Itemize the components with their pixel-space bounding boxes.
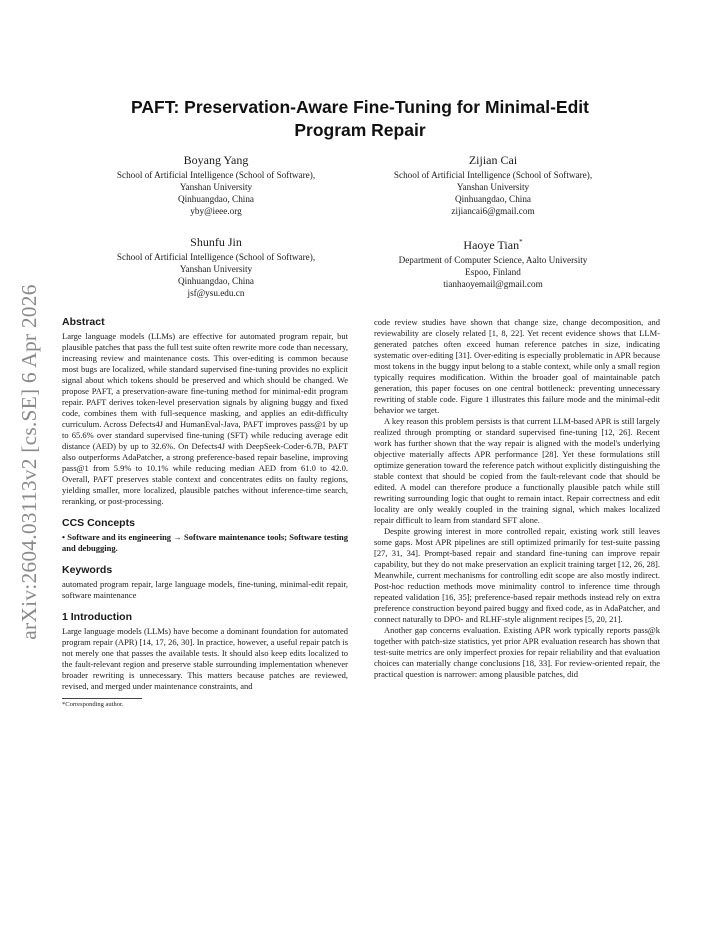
- footnote: *Corresponding author.: [62, 701, 124, 708]
- body-paragraph: A key reason this problem persists is that current LLM-based APR is still largely realized through prompting or standard supervised fine-tuning [12, 26]. Recent work has further shown that the way repair is aligned with the model's underlying objective materially affects APR performance [28]. Yet these formulations still optimize generation toward the reference patch without explicitly distinguishing the stable context that should be copied from the fault-relevant code that should be edited. A model can therefore produce a functionally plausible patch while still rewriting surrounding logic that ought to remain intact. Repair correctness and edit locality are only weakly coupled in the training signal, which makes localized repair difficult to learn from standard SFT alone.: [374, 416, 660, 525]
- introduction-paragraph: Large language models (LLMs) have become a dominant foundation for automated program repair (APR) [14, 17, 26, 30]. In practice, however, a useful repair patch is not merely one that passes the available tests. It should also keep edits localized to the fault-relevant region and preserve stable surrounding implementation whenever broader rewriting is unnecessary. This matters because patches are reviewed, revised, and merged under maintenance constraints, and: [62, 626, 348, 691]
- author-institution: Yanshan University: [179, 264, 253, 274]
- author-block: [71, 234, 361, 299]
- right-column: [374, 317, 660, 680]
- author-block: [71, 152, 361, 217]
- author-affiliation: Department of Computer Science, Aalto University: [398, 255, 588, 265]
- author-affiliation: School of Artificial Intelligence (School of Software),: [393, 170, 593, 180]
- left-column: [62, 316, 348, 709]
- author-name: Boyang Yang: [183, 153, 249, 167]
- abstract-text: Large language models (LLMs) are effective for automated program repair, but plausible patches that pass the full test suite often rewrite more code than necessary, increasing review and maintenance costs. This over-editing is common because most bugs are localized, while standard supervised fine-tuning provides no explicit signal about which tokens should be preserved and which should be changed. We propose PAFT, a preservation-aware fine-tuning method for minimal-edit program repair. PAFT derives token-level preservation signals by aligning buggy and fixed code, combines them with full-sequence masking, and applies an edit-difficulty curriculum. Across Defects4J and HumanEval-Java, PAFT improves pass@1 by up to 65.6% over standard supervised fine-tuning (SFT) while reducing average edit distance (AED) by up to 32.6%. On Defects4J with DeepSeek-Coder-6.7B, PAFT also outperforms AdaPatcher, a strong preference-based repair baseline, improving pass@1 from 5.9% to 10.1% while reducing median AED from 61.0 to 42.0. Overall, PAFT preserves stable context and concentrates edits on faulty regions, yielding smaller, more localized, plausible patches without inference-time search, reranking, or post-processing.: [62, 331, 348, 506]
- author-email: jsf@ysu.edu.cn: [187, 288, 245, 298]
- author-location: Espoo, Finland: [465, 267, 521, 277]
- author-affiliation: School of Artificial Intelligence (School of Software),: [116, 252, 316, 262]
- keywords-heading: Keywords: [62, 564, 113, 576]
- author-affiliation: School of Artificial Intelligence (School of Software),: [116, 170, 316, 180]
- author-block: [348, 234, 638, 290]
- footnote-rule: [62, 698, 142, 699]
- arxiv-identifier-stamp: [16, 262, 42, 662]
- paper-title: [60, 96, 660, 142]
- author-email: yby@ieee.org: [190, 206, 242, 216]
- author-location: Qinhuangdao, China: [177, 194, 255, 204]
- author-location: Qinhuangdao, China: [177, 276, 255, 286]
- paper-title-line2: Program Repair: [294, 120, 426, 140]
- ccs-text: • Software and its engineering → Software maintenance tools; Software testing and debugging.: [62, 532, 348, 553]
- author-name: Haoye Tian*: [463, 238, 523, 252]
- keywords-text: automated program repair, large language models, fine-tuning, minimal-edit repair, software maintenance: [62, 579, 348, 600]
- author-name: Zijian Cai: [468, 153, 518, 167]
- author-name: Shunfu Jin: [190, 235, 242, 249]
- body-paragraph: code review studies have shown that change size, change decomposition, and reviewability are closely related [1, 8, 22]. Yet recent evidence shows that LLM-generated patches often exceed human reference patches in size, indicating systematic over-editing [31]. Over-editing is especially problematic in APR because most tokens in the buggy input belong to a stable context, while only a small region typically requires modification. Within the broader goal of maintainable patch generation, this paper focuses on one central bottleneck: preventing unnecessary rewriting of stable code. Figure 1 illustrates this failure mode and the minimal-edit behavior we target.: [374, 317, 660, 415]
- author-email: tianhaoyemail@gmail.com: [443, 279, 543, 289]
- paper-title-line1: PAFT: Preservation-Aware Fine-Tuning for Minimal-Edit: [131, 97, 589, 117]
- introduction-heading: 1 Introduction: [62, 611, 132, 623]
- arxiv-identifier-text: arXiv:2604.03113v2 [cs.SE] 6 Apr 2026: [17, 284, 41, 640]
- author-block: [348, 152, 638, 217]
- author-email: zijiancai6@gmail.com: [451, 206, 535, 216]
- corresponding-mark: *: [519, 238, 523, 246]
- ccs-heading: CCS Concepts: [62, 517, 135, 529]
- author-institution: Yanshan University: [456, 182, 530, 192]
- author-institution: Yanshan University: [179, 182, 253, 192]
- body-paragraph: Another gap concerns evaluation. Existing APR work typically reports pass@k together with patch-size statistics, yet prior APR evaluation research has shown that test-suite metrics are only imperfect proxies for repair reliability and that evaluation choices can materially change conclusions [18, 33]. For review-oriented repair, the practical question is narrower: among plausible patches, did: [374, 625, 660, 679]
- abstract-heading: Abstract: [62, 316, 105, 328]
- author-location: Qinhuangdao, China: [454, 194, 532, 204]
- body-paragraph: Despite growing interest in more controlled repair, existing work still leaves some gaps. Most APR pipelines are still optimized primarily for test-suite passing [27, 31, 34]. Prompt-based repair and standard fine-tuning can improve repair capability, but they do not make preservation an explicit training target [12, 26, 28]. Meanwhile, current mechanisms for controlling edit scope are also mostly indirect. Post-hoc reduction methods move minimality control to inference time through repeated validation [16, 35]; preference-based repair methods instead rely on extra preference construction beyond paired buggy and fixed code, as in AdaPatcher, and connect naturally to DPO- and RLHF-style alignment recipes [5, 20, 21].: [374, 526, 660, 624]
